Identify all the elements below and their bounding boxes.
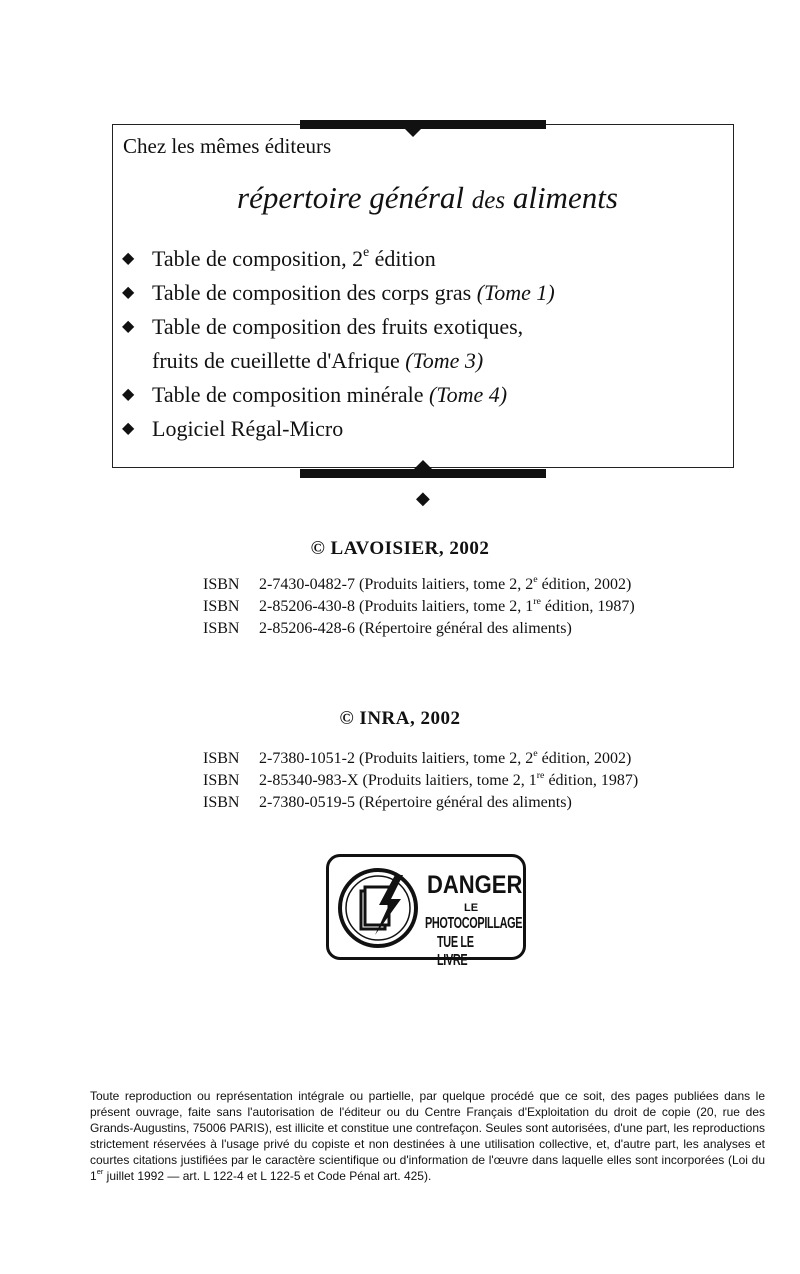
- series-title-part2: des: [471, 187, 506, 214]
- isbn-desc: (Produits laitiers, tome 2, 1: [358, 598, 534, 615]
- isbn-desc: (Répertoire général des aliments): [358, 794, 572, 811]
- list-item-text: Table de composition des fruits exotiques,: [152, 314, 524, 339]
- isbn-line: [203, 792, 638, 814]
- isbn-number: 2-7380-1051-2: [259, 750, 355, 767]
- list-item: [122, 378, 555, 412]
- diamond-separator-icon: ◆: [416, 488, 430, 508]
- isbn-label: ISBN: [203, 598, 240, 615]
- list-item-italic: (Tome 1): [476, 280, 555, 305]
- list-item-italic: (Tome 4): [429, 382, 508, 407]
- legal-text: Toute reproduction ou représentation intégrale ou partielle, par quelque procédé que ce soit, des pages publiées dans le présent ouvrage, faite sans l'autorisation de l'éditeur ou du Centre Français d'Exploitation du droit de copie (20, rue des Grands-Augustins, 75006 PARIS), est illicite et constitue une contrefaçon. Seules sont autorisées, d'une part, les reproductions strictement réservées à l'usage privé du copiste et non destinées à une utilisation collective, et, d'autre part, les analyses et courtes citations justifiées par le caractère scientifique ou d'information de l'œuvre dans laquelle elles sont incorporées (Loi du 1: [90, 1089, 765, 1183]
- list-item-continuation: [122, 344, 555, 378]
- lavoisier-copyright: © LAVOISIER, 2002: [310, 538, 490, 559]
- series-title: [237, 180, 618, 216]
- legal-notice: [90, 1088, 765, 1184]
- isbn-label: ISBN: [203, 794, 240, 811]
- isbn-line: [203, 618, 635, 640]
- diamond-bullet-icon: ◆: [122, 386, 135, 403]
- list-item: [122, 276, 555, 310]
- isbn-desc: (Répertoire général des aliments): [358, 620, 572, 637]
- danger-line-tue-le-livre: TUE LE LIVRE: [437, 934, 474, 969]
- danger-title: DANGER: [427, 871, 523, 899]
- isbn-label: ISBN: [203, 576, 240, 593]
- list-item-tail: édition: [369, 246, 436, 271]
- isbn-number: 2-7430-0482-7: [259, 576, 355, 593]
- isbn-sup: e: [533, 747, 538, 759]
- frame-top-bar: [300, 120, 546, 129]
- isbn-desc-tail: édition, 1987): [540, 598, 635, 615]
- series-title-part3: aliments: [512, 180, 618, 215]
- list-item: [122, 242, 555, 276]
- series-title-part1: répertoire général: [237, 180, 464, 215]
- inra-copyright: © INRA, 2002: [339, 708, 461, 729]
- isbn-label: ISBN: [203, 772, 240, 789]
- list-item-text: Logiciel Régal-Micro: [152, 416, 344, 441]
- danger-photocopy-logo: [326, 854, 526, 969]
- list-item-text: Table de composition minérale: [152, 382, 430, 407]
- isbn-number: 2-85340-983-X: [259, 772, 359, 789]
- list-item-text: Table de composition des corps gras: [152, 280, 477, 305]
- isbn-label: ISBN: [203, 750, 240, 767]
- diamond-bullet-icon: ◆: [122, 250, 135, 267]
- isbn-line: [203, 748, 638, 770]
- isbn-sup: e: [533, 573, 538, 585]
- isbn-desc-tail: édition, 2002): [537, 750, 632, 767]
- isbn-number: 2-85206-428-6: [259, 620, 355, 637]
- danger-line-photocopillage: PHOTOCOPILLAGE: [425, 915, 523, 932]
- book-lightning-icon: [335, 865, 421, 951]
- diamond-bullet-icon: ◆: [122, 284, 135, 301]
- isbn-desc: (Produits laitiers, tome 2, 2: [358, 576, 534, 593]
- isbn-line: [203, 596, 635, 618]
- legal-sup: er: [96, 1167, 104, 1177]
- isbn-line: [203, 574, 635, 596]
- isbn-line: [203, 770, 638, 792]
- isbn-number: 2-85206-430-8: [259, 598, 355, 615]
- isbn-desc: (Produits laitiers, tome 2, 1: [362, 772, 537, 789]
- isbn-desc: (Produits laitiers, tome 2, 2: [358, 750, 534, 767]
- diamond-bullet-icon: ◆: [122, 420, 135, 437]
- list-item: [122, 310, 555, 344]
- list-item: [122, 412, 555, 446]
- danger-line-le: LE: [464, 902, 479, 914]
- book-list: [122, 242, 555, 446]
- isbn-number: 2-7380-0519-5: [259, 794, 355, 811]
- legal-text-tail: juillet 1992 — art. L 122-4 et L 122-5 et Code Pénal art. 425).: [103, 1169, 432, 1183]
- isbn-sup: re: [536, 769, 545, 781]
- isbn-label: ISBN: [203, 620, 240, 637]
- diamond-bullet-icon: ◆: [122, 318, 135, 335]
- list-item-sup: e: [363, 244, 370, 260]
- lavoisier-isbn-list: [203, 574, 635, 640]
- inra-isbn-list: [203, 748, 638, 814]
- list-item-text: fruits de cueillette d'Afrique: [152, 348, 406, 373]
- isbn-desc-tail: édition, 2002): [537, 576, 632, 593]
- frame-top-notch: [404, 128, 422, 137]
- list-item-text: Table de composition, 2: [152, 246, 364, 271]
- list-item-italic: (Tome 3): [405, 348, 484, 373]
- isbn-desc-tail: édition, 1987): [544, 772, 639, 789]
- frame-bottom-notch: [414, 460, 432, 469]
- isbn-sup: re: [533, 595, 541, 607]
- frame-bottom-bar: [300, 469, 546, 478]
- publisher-note: Chez les mêmes éditeurs: [123, 134, 332, 158]
